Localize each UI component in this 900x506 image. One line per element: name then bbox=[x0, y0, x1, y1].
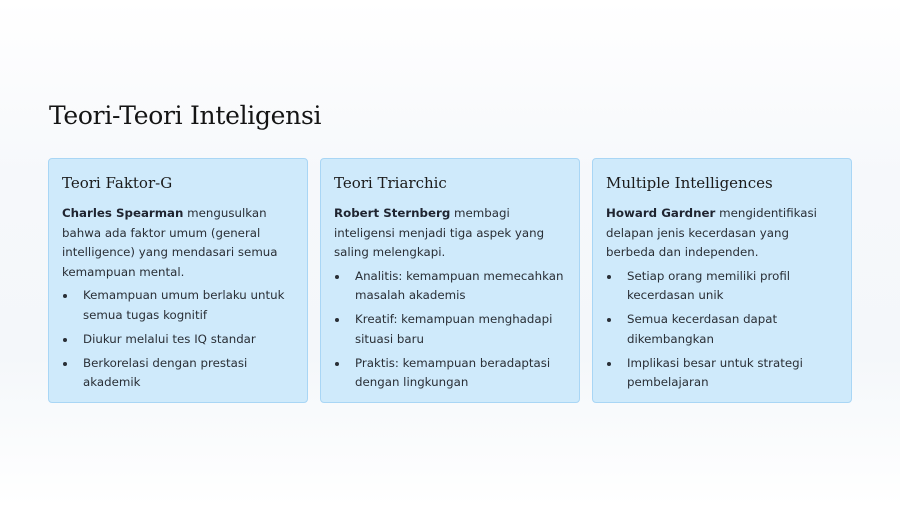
bullet-list bbox=[62, 286, 295, 393]
bullet-text: Kreatif: kemampuan menghadapi situasi baru bbox=[355, 312, 553, 346]
card-faktor-g bbox=[48, 158, 308, 403]
card-multiple-intelligences bbox=[592, 158, 852, 403]
bullet-item bbox=[62, 330, 295, 350]
bullet-text: Praktis: kemampuan beradaptasi dengan lingkungan bbox=[355, 355, 551, 389]
slide-title: Teori-Teori Inteligensi bbox=[49, 101, 322, 130]
bullet-text: Analitis: kemampuan memecahkan masalah akademis bbox=[355, 268, 564, 302]
bullet-text: Kemampuan umum berlaku untuk semua tugas kognitif bbox=[83, 288, 285, 322]
card-description bbox=[334, 204, 567, 263]
card-title: Teori Triarchic bbox=[334, 174, 447, 192]
card-title: Teori Faktor-G bbox=[62, 174, 173, 192]
bullet-dot-icon bbox=[335, 362, 339, 366]
bullet-item bbox=[606, 354, 839, 393]
bullet-dot-icon bbox=[63, 338, 67, 342]
bullet-item bbox=[334, 354, 567, 393]
bullet-item bbox=[606, 310, 839, 349]
bullet-text: Berkorelasi dengan prestasi akademik bbox=[83, 355, 248, 389]
card-author: Robert Sternberg bbox=[334, 206, 451, 220]
bullet-list bbox=[334, 267, 567, 393]
bullet-dot-icon bbox=[335, 318, 339, 322]
theory-cards bbox=[48, 158, 852, 403]
card-description-text: mengusulkan bahwa ada faktor umum (general intelligence) yang mendasari semua kemampuan mental. bbox=[62, 206, 278, 279]
bullet-text: Implikasi besar untuk strategi pembelajaran bbox=[627, 355, 803, 389]
bullet-dot-icon bbox=[63, 362, 67, 366]
card-description bbox=[606, 204, 839, 263]
card-author: Howard Gardner bbox=[606, 206, 716, 220]
card-description-text: mengidentifikasi delapan jenis kecerdasan yang berbeda dan independen. bbox=[606, 206, 817, 259]
bullet-item bbox=[334, 267, 567, 306]
bullet-dot-icon bbox=[607, 275, 611, 279]
bullet-item bbox=[62, 286, 295, 325]
card-title: Multiple Intelligences bbox=[606, 174, 773, 192]
bullet-list bbox=[606, 267, 839, 393]
bullet-dot-icon bbox=[607, 362, 611, 366]
card-description bbox=[62, 204, 295, 282]
bullet-dot-icon bbox=[335, 275, 339, 279]
bullet-dot-icon bbox=[63, 294, 67, 298]
card-author: Charles Spearman bbox=[62, 206, 184, 220]
bullet-item bbox=[606, 267, 839, 306]
bullet-item bbox=[62, 354, 295, 393]
card-description-text: membagi inteligensi menjadi tiga aspek yang saling melengkapi. bbox=[334, 206, 545, 259]
bullet-item bbox=[334, 310, 567, 349]
bullet-text: Setiap orang memiliki profil kecerdasan unik bbox=[627, 268, 791, 302]
bullet-text: Diukur melalui tes IQ standar bbox=[83, 331, 256, 346]
card-triarchic bbox=[320, 158, 580, 403]
bullet-dot-icon bbox=[607, 318, 611, 322]
bullet-text: Semua kecerdasan dapat dikembangkan bbox=[627, 312, 778, 346]
